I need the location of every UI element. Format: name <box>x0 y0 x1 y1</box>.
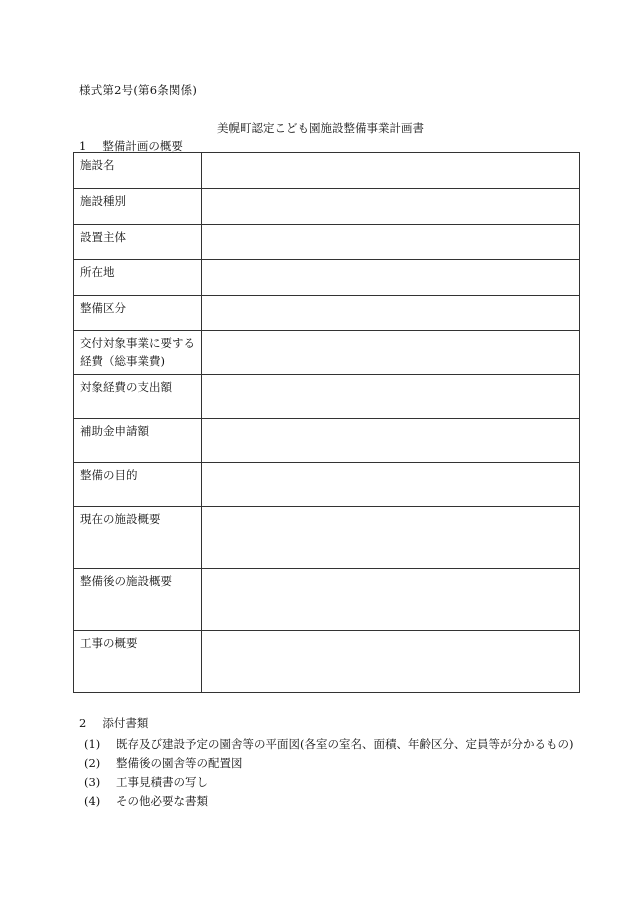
table-row <box>74 331 580 375</box>
list-item <box>84 754 579 772</box>
section-2-number: 2 <box>79 716 87 730</box>
row-label: 現在の施設概要 <box>74 507 202 569</box>
table-row <box>74 153 580 189</box>
row-value-cell[interactable] <box>202 419 580 463</box>
table-row <box>74 507 580 569</box>
row-label: 対象経費の支出額 <box>74 375 202 419</box>
list-item-index: (4) <box>84 794 101 808</box>
row-label: 施設名 <box>74 153 202 189</box>
document-title <box>0 120 630 136</box>
table-row <box>74 296 580 331</box>
list-item-index: (2) <box>84 756 101 770</box>
row-value-cell[interactable] <box>202 463 580 507</box>
list-item-text: その他必要な書類 <box>116 794 208 808</box>
table-row <box>74 225 580 260</box>
table-row <box>74 260 580 296</box>
list-item-text: 既存及び建設予定の園舎等の平面図(各室の室名、面積、年齢区分、定員等が分かるもの) <box>116 737 574 751</box>
row-value-cell[interactable] <box>202 569 580 631</box>
row-label: 交付対象事業に要する経費（総事業費) <box>74 331 202 375</box>
form-number-label: 様式第2号(第6条関係) <box>79 83 198 97</box>
row-value-cell[interactable] <box>202 631 580 693</box>
row-value-cell[interactable] <box>202 260 580 296</box>
row-label: 整備後の施設概要 <box>74 569 202 631</box>
attachments-section <box>79 714 579 811</box>
section-1-title: 整備計画の概要 <box>102 139 183 153</box>
row-value-cell[interactable] <box>202 189 580 225</box>
row-value-cell[interactable] <box>202 331 580 375</box>
section-2-title: 添付書類 <box>102 716 149 730</box>
row-label: 工事の概要 <box>74 631 202 693</box>
table-row <box>74 419 580 463</box>
table-row <box>74 631 580 693</box>
section-2-heading <box>79 714 579 732</box>
list-item <box>84 735 579 753</box>
list-item-text: 整備後の園舎等の配置図 <box>116 756 243 770</box>
section-1-number: 1 <box>79 139 87 153</box>
row-label: 補助金申請額 <box>74 419 202 463</box>
row-value-cell[interactable] <box>202 507 580 569</box>
row-label: 所在地 <box>74 260 202 296</box>
list-item-index: (1) <box>84 737 101 751</box>
list-item <box>84 773 579 791</box>
attachment-list <box>79 735 579 810</box>
table-row <box>74 375 580 419</box>
list-item-index: (3) <box>84 775 101 789</box>
list-item-text: 工事見積書の写し <box>116 775 208 789</box>
row-label: 施設種別 <box>74 189 202 225</box>
row-label: 整備の目的 <box>74 463 202 507</box>
row-value-cell[interactable] <box>202 153 580 189</box>
row-label: 設置主体 <box>74 225 202 260</box>
row-label: 整備区分 <box>74 296 202 331</box>
table-row <box>74 569 580 631</box>
list-item <box>84 792 579 810</box>
table-row <box>74 463 580 507</box>
document-title-text: 美幌町認定こども園施設整備事業計画書 <box>217 121 424 135</box>
plan-outline-table <box>73 152 580 693</box>
table-row <box>74 189 580 225</box>
row-value-cell[interactable] <box>202 225 580 260</box>
row-value-cell[interactable] <box>202 296 580 331</box>
row-value-cell[interactable] <box>202 375 580 419</box>
